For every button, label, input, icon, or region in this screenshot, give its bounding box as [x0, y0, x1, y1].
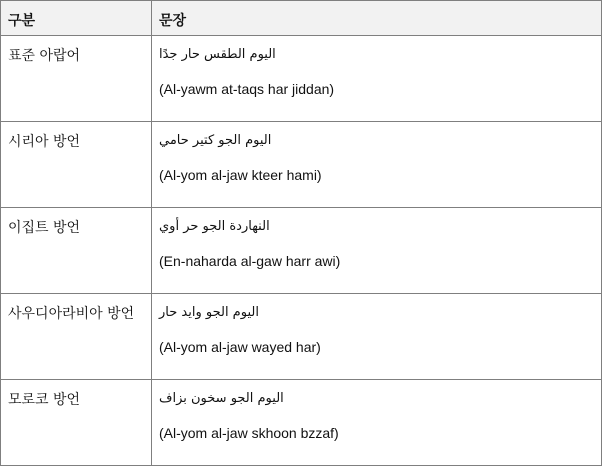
romanized-sentence: (En-naharda al-gaw harr awi): [159, 253, 341, 269]
sentence-cell: [152, 294, 602, 380]
arabic-sentence: النهاردة الجو حر أوي: [159, 219, 270, 234]
table-row: [1, 380, 602, 466]
header-sentence: 문장: [152, 1, 602, 36]
header-row: [1, 1, 602, 36]
category-cell: [1, 122, 152, 208]
romanized-sentence: (Al-yawm at-taqs har jiddan): [159, 81, 335, 97]
arabic-sentence: اليوم الجو سخون بزاف: [159, 391, 284, 406]
table-row: [1, 208, 602, 294]
romanized-sentence: (Al-yom al-jaw wayed har): [159, 339, 321, 355]
romanized-sentence: (Al-yom al-jaw skhoon bzzaf): [159, 425, 339, 441]
category-cell: [1, 208, 152, 294]
arabic-sentence: اليوم الجو وايد حار: [159, 305, 259, 320]
table-row: [1, 294, 602, 380]
category-label: 모로코 방언: [8, 392, 81, 408]
arabic-sentence: اليوم الجو كتير حامي: [159, 133, 272, 148]
category-label: 이집트 방언: [8, 220, 81, 236]
romanized-sentence: (Al-yom al-jaw kteer hami): [159, 167, 322, 183]
category-cell: [1, 380, 152, 466]
sentence-cell: [152, 122, 602, 208]
category-label: 사우디아라비아 방언: [8, 306, 135, 322]
category-label: 시리아 방언: [8, 134, 81, 150]
sentence-cell: [152, 36, 602, 122]
arabic-sentence: اليوم الطقس حار جدًا: [159, 47, 276, 62]
category-label: 표준 아랍어: [8, 48, 81, 64]
table-row: [1, 122, 602, 208]
table-row: [1, 36, 602, 122]
category-cell: [1, 36, 152, 122]
category-cell: [1, 294, 152, 380]
sentence-cell: [152, 380, 602, 466]
sentence-cell: [152, 208, 602, 294]
header-category: 구분: [1, 1, 152, 36]
